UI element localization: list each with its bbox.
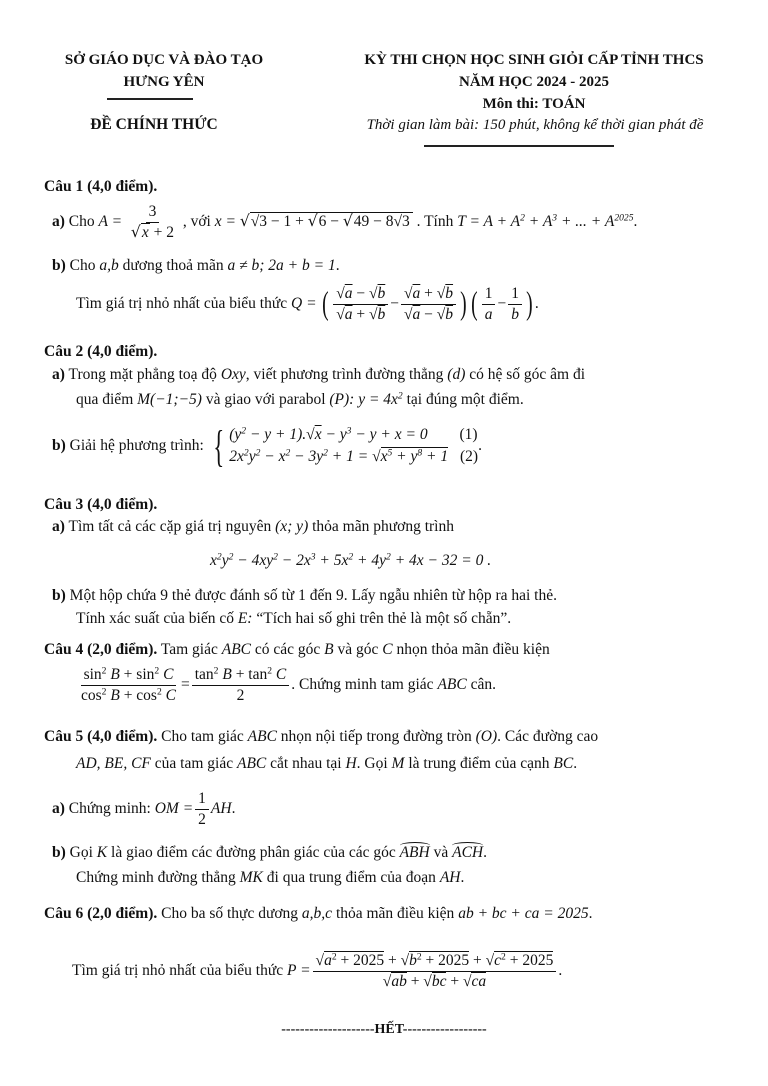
question-2-label: Câu 2 (4,0 điểm). <box>44 343 158 360</box>
math-A-def: A = <box>98 212 123 230</box>
question-2b: b) Giải hệ phương trình: { $(y^2 - y + 1).√x - y^3 - y + x = 0$ (1) $2x^2y^2 - x^2 - 3y^2 + 1 = √x^5 + y^8 + 1$ (2) . <box>52 421 482 471</box>
official-exam-label: ĐỀ CHÍNH THỨC <box>90 116 218 133</box>
fraction-A: $\frac{3}{√x + 2}$ <box>130 203 174 241</box>
question-5b-line2: Chứng minh đường thẳng MK đi qua trung điểm của đoạn AH. <box>76 869 465 886</box>
question-4-condition: $\frac{\sin^2 B + \sin^2 C}{\cos^2 B + \cos^2 C}$ = $\frac{\tan^2 B + \tan^2 C}{2}$ . Chứng minh tam giác ABC cân. <box>81 665 496 704</box>
province-underline <box>107 98 193 100</box>
question-5-line2: AD, BE, CF của tam giác ABC cắt nhau tại H. Gọi M là trung điểm của cạnh BC. <box>76 755 578 772</box>
exam-duration: Thời gian làm bài: 150 phút, không kể thời gian phát đề <box>366 117 704 133</box>
school-year: NĂM HỌC 2024 - 2025 <box>459 74 609 90</box>
question-1a: a) Cho A = $\frac{3}{√x + 2}$ , với x = √√3 − 1 + √6 − √49 − 8√3 . Tính $T = A + A^2 + A^3$ + ... + $A^{2025}$. <box>52 203 638 241</box>
question-2a: a) Trong mặt phẳng toạ độ Oxy, viết phương trình đường thẳng (d) có hệ số góc âm đi <box>52 366 586 383</box>
question-5b: b) Gọi K là giao điểm các đường phân giác của các góc ABH và ACH. <box>52 844 487 861</box>
question-3b: b) Một hộp chứa 9 thẻ được đánh số từ 1 đến 9. Lấy ngẫu nhiên từ hộp ra hai thẻ. <box>52 587 557 604</box>
question-3a: a) Tìm tất cả các cặp giá trị nguyên (x; y) thỏa mãn phương trình <box>52 518 454 535</box>
equation-system: $(y^2 - y + 1).√x - y^3 - y + x = 0$ (1) $2x^2y^2 - x^2 - 3y^2 + 1 = √x^5 + y^8 + 1$ (2) <box>229 425 479 466</box>
math-x-def: x = <box>214 212 236 230</box>
question-3-label: Câu 3 (4,0 điểm). <box>44 496 158 513</box>
question-1-label: Câu 1 (4,0 điểm). <box>44 178 158 195</box>
question-2a-line2: qua điểm M(−1;−5) và giao với parabol (P): $y = 4x^2$ tại đúng một điểm. <box>76 390 524 408</box>
end-mark: --------------------HẾT------------------ <box>281 1022 487 1037</box>
exam-subject: Môn thi: TOÁN <box>482 96 586 112</box>
question-1b-expression: Tìm giá trị nhỏ nhất của biểu thức Q = ( $\frac{√a - √b}{√a + √b}$ − $\frac{√a + √b}{√a - √b}$ ) ( $\frac{1}{a}$ − $\frac{1}{b}$ ) . <box>76 285 539 323</box>
question-5a: a) Chứng minh: OM = $\frac{1}{2}$ AH. <box>52 790 236 828</box>
question-4: Câu 4 (2,0 điểm). Tam giác ABC có các góc B và góc C nhọn thỏa mãn điều kiện <box>44 641 550 658</box>
question-6: Câu 6 (2,0 điểm). Cho ba số thực dương a,b,c thỏa mãn điều kiện ab + bc + ca = 2025. <box>44 905 593 922</box>
province-name: HƯNG YÊN <box>123 74 205 90</box>
question-5: Câu 5 (4,0 điểm). Cho tam giác ABC nhọn nội tiếp trong đường tròn (O). Các đường cao <box>44 728 599 745</box>
question-6-expression: Tìm giá trị nhỏ nhất của biểu thức P = $\frac{√a^2 + 2025 + √b^2 + 2025 + √c^2 + 2025}{√ab + √bc + √ca}$ . <box>72 951 563 990</box>
part-label: a) <box>52 212 65 230</box>
angle-ABH: ABH <box>399 844 430 861</box>
angle-ACH: ACH <box>452 844 484 861</box>
duration-underline <box>424 145 614 147</box>
question-3b-line2: Tính xác suất của biến cố E: “Tích hai số ghi trên thẻ là một số chẵn”. <box>76 610 512 627</box>
question-3a-equation: $x^2y^2 - 4xy^2 - 2x^3 + 5x^2 + 4y^2 + 4x - 32 = 0$ . <box>210 551 492 569</box>
exam-title: KỲ THI CHỌN HỌC SINH GIỎI CẤP TỈNH THCS <box>364 52 704 68</box>
math-T-sum: $T = A + A^2 + A^3$ + ... + $A^{2025}$ <box>457 212 634 230</box>
question-1b: b) Cho a,b dương thoả mãn a ≠ b; 2a + b = 1. <box>52 257 340 274</box>
nested-radical-x: √√3 − 1 + √6 − √49 − 8√3 <box>240 212 413 231</box>
department-name: SỞ GIÁO DỤC VÀ ĐÀO TẠO <box>64 52 264 68</box>
